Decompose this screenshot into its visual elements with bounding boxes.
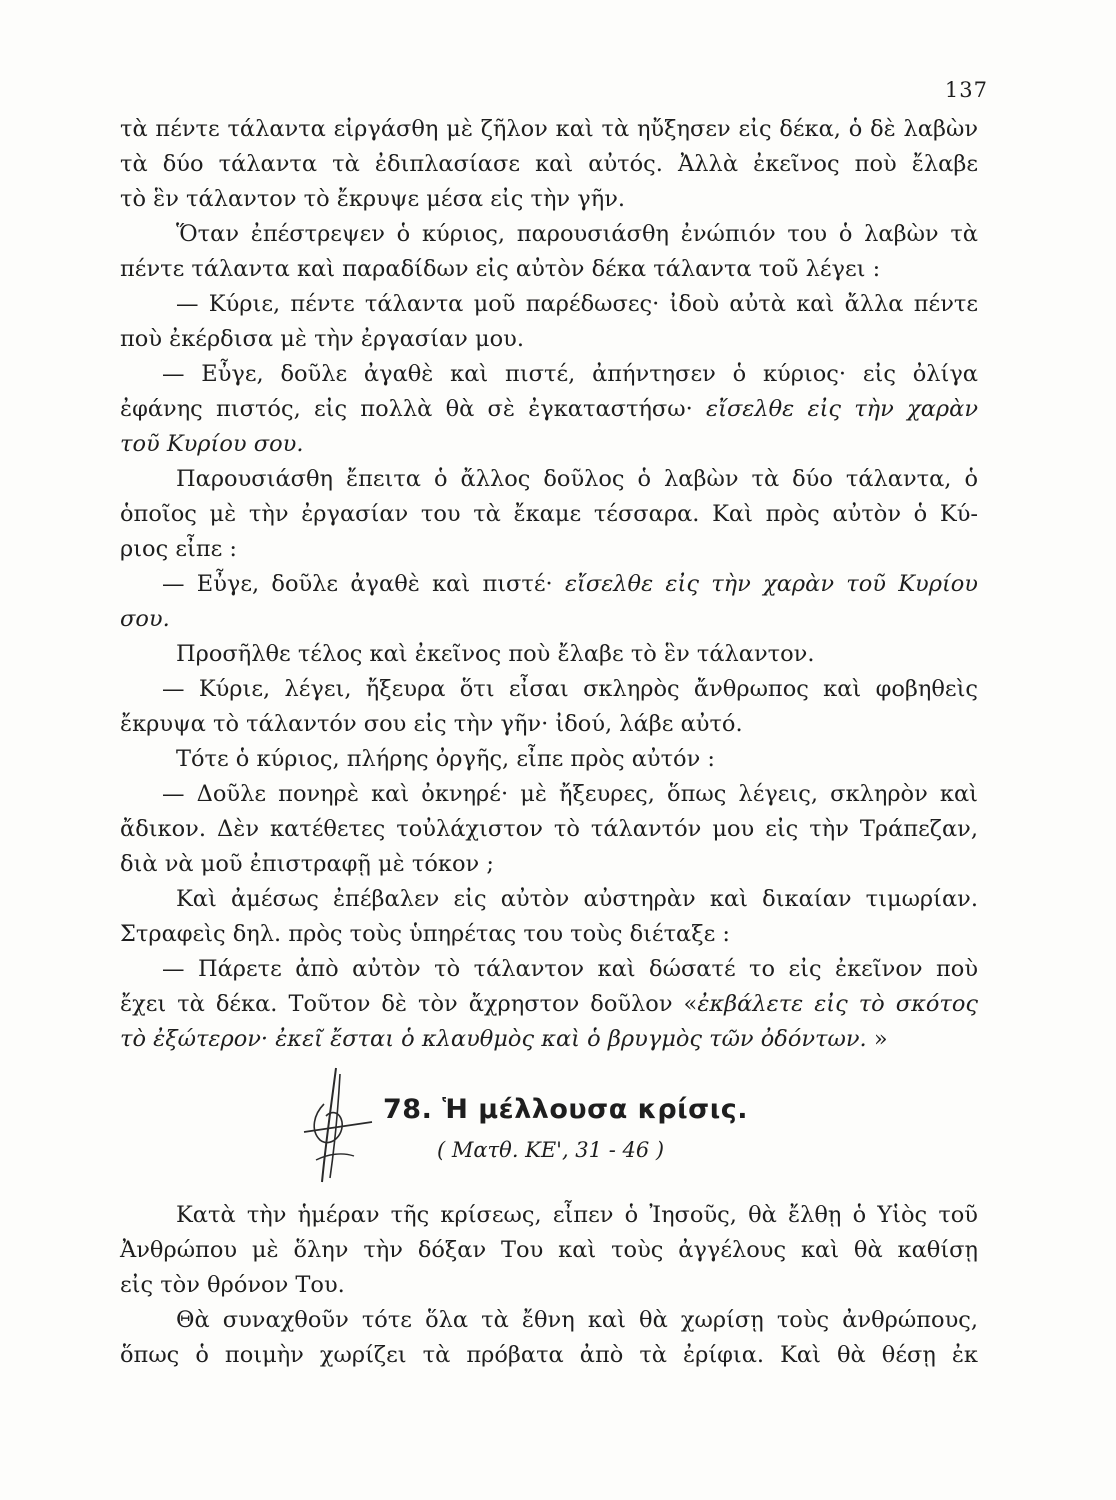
text-line: ἔχει τὰ δέκα. Τοῦτον δὲ τὸν ἄχρηστον δοῦλον «ἐκβάλετε εἰς τὸ σκότος: [120, 991, 978, 1017]
text-line: Ἀνθρώπου μὲ ὅλην τὴν δόξαν Του καὶ τοὺς ἀγγέλους καὶ θὰ καθίσῃ: [120, 1237, 978, 1263]
text-line: Παρουσιάσθη ἔπειτα ὁ ἄλλος δοῦλος ὁ λαβὼν τὰ δύο τάλαντα, ὁ: [176, 466, 978, 492]
text-line: ποὺ ἐκέρδισα μὲ τὴν ἐργασίαν μου.: [120, 326, 525, 352]
text-line: ἔκρυψα τὸ τάλαντόν σου εἰς τὴν γῆν· ἰδού, λάβε αὐτό.: [120, 711, 743, 737]
text-line: πέντε τάλαντα καὶ παραδίδων εἰς αὐτὸν δέκα τάλαντα τοῦ λέγει :: [120, 256, 881, 282]
text-line: τὰ πέντε τάλαντα εἰργάσθη μὲ ζῆλον καὶ τὰ ηὔξησεν εἰς δέκα, ὁ δὲ λαβὼν: [120, 116, 978, 142]
page-number: 137: [944, 78, 988, 102]
text-block-parable: [120, 112, 978, 1057]
text-line: — Εὖγε, δοῦλε ἀγαθὲ καὶ πιστέ· εἴσελθε εἰς τὴν χαρὰν τοῦ Κυρίου: [162, 571, 978, 597]
text-line: Θὰ συναχθοῦν τότε ὅλα τὰ ἔθνη καὶ θὰ χωρίσῃ τοὺς ἀνθρώπους,: [176, 1307, 978, 1333]
text-line: τὸ ἐξώτερον· ἐκεῖ ἔσται ὁ κλαυθμὸς καὶ ὁ βρυγμὸς τῶν ὀδόντων. »: [120, 1026, 888, 1052]
text-line: ριος εἶπε :: [120, 536, 238, 562]
text-line: τὰ δύο τάλαντα τὰ ἐδιπλασίασε καὶ αὐτός. Ἀλλὰ ἐκεῖνος ποὺ ἔλαβε: [120, 151, 978, 177]
text-line: — Εὖγε, δοῦλε ἀγαθὲ καὶ πιστέ, ἀπήντησεν ὁ κύριος· εἰς ὀλίγα: [162, 361, 978, 387]
handwritten-mark: [296, 1060, 376, 1190]
text-line: ἐφάνης πιστός, εἰς πολλὰ θὰ σὲ ἐγκαταστήσω· εἴσελθε εἰς τὴν χαρὰν: [120, 396, 979, 422]
scripture-reference: ( Ματθ. ΚΕ', 31 - 46 ): [437, 1138, 665, 1162]
text-line: Ὅταν ἐπέστρεψεν ὁ κύριος, παρουσιάσθη ἐνώπιόν του ὁ λαβὼν τὰ: [176, 221, 978, 247]
text-line: — Δοῦλε πονηρὲ καὶ ὀκνηρέ· μὲ ἤξευρες, ὅπως λέγεις, σκληρὸν καὶ: [162, 781, 978, 807]
text-line: Τότε ὁ κύριος, πλήρης ὀργῆς, εἶπε πρὸς αὐτόν :: [176, 746, 716, 772]
text-line: Προσῆλθε τέλος καὶ ἐκεῖνος ποὺ ἔλαβε τὸ ἓν τάλαντον.: [176, 641, 815, 667]
text-line: τὸ ἓν τάλαντον τὸ ἔκρυψε μέσα εἰς τὴν γῆν.: [120, 186, 626, 212]
text-block-judgment: [120, 1198, 978, 1373]
text-line: σου.: [120, 606, 170, 632]
text-line: ἄδικον. Δὲν κατέθετες τοὐλάχιστον τὸ τάλαντόν μου εἰς τὴν Τράπεζαν,: [120, 816, 978, 842]
text-line: διὰ νὰ μοῦ ἐπιστραφῇ μὲ τόκον ;: [120, 851, 494, 877]
text-line: Κατὰ τὴν ἡμέραν τῆς κρίσεως, εἶπεν ὁ Ἰησοῦς, θὰ ἔλθῃ ὁ Υἱὸς τοῦ: [176, 1202, 978, 1228]
text-line: — Κύριε, πέντε τάλαντα μοῦ παρέδωσες· ἰδοὺ αὐτὰ καὶ ἄλλα πέντε: [176, 291, 978, 317]
text-line: — Πάρετε ἀπὸ αὐτὸν τὸ τάλαντον καὶ δώσατέ το εἰς ἐκεῖνον ποὺ: [162, 956, 978, 982]
text-line: ὅπως ὁ ποιμὴν χωρίζει τὰ πρόβατα ἀπὸ τὰ ἐρίφια. Καὶ θὰ θέσῃ ἐκ: [120, 1342, 978, 1368]
text-line: τοῦ Κυρίου σου.: [120, 431, 304, 457]
text-line: Καὶ ἀμέσως ἐπέβαλεν εἰς αὐτὸν αὐστηρὰν καὶ δικαίαν τιμωρίαν.: [176, 886, 978, 912]
text-line: — Κύριε, λέγει, ἤξευρα ὅτι εἶσαι σκληρὸς ἄνθρωπος καὶ φοβηθεὶς: [162, 676, 978, 702]
text-line: Στραφεὶς δηλ. πρὸς τοὺς ὑπηρέτας του τοὺς διέταξε :: [120, 921, 731, 947]
section-heading: 78. Ἡ μέλλουσα κρίσις.: [383, 1094, 748, 1125]
text-line: εἰς τὸν θρόνον Του.: [120, 1272, 345, 1298]
text-line: ὁποῖος μὲ τὴν ἐργασίαν του τὰ ἔκαμε τέσσαρα. Καὶ πρὸς αὐτὸν ὁ Κύ-: [120, 501, 978, 527]
